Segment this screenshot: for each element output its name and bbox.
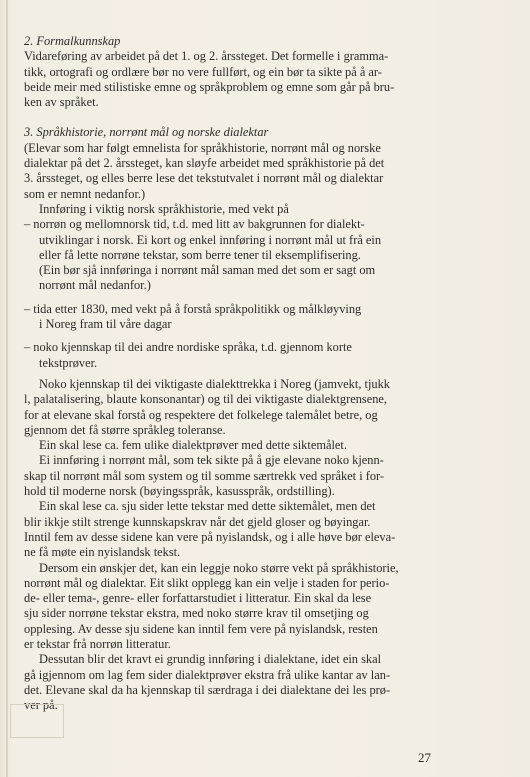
text-line: Ein skal lese ca. sju sider lette tekstar med dette siktemålet, men det <box>39 499 376 514</box>
bullet-nordiske-sprak <box>24 340 494 371</box>
page-number: 27 <box>418 750 431 765</box>
text-line: sju sider norrøne tekstar ekstra, med noko større krav til omsetjing og <box>24 606 369 621</box>
section-3-heading: 3. Språkhistorie, norrønt mål og norske dialektar <box>24 125 269 140</box>
paragraph-dersom <box>24 561 494 653</box>
text-line: eller få lette norrøne tekstar, som berre tener til eksemplifisering. <box>39 247 361 262</box>
text-line: dialektar på det 2. årssteget, kan sløyfe arbeidet med språkhistorie på det <box>24 156 385 171</box>
text-line: opplesing. Av desse sju sidene kan inntil fem vere på nyislandsk, resten <box>24 621 378 636</box>
text-line: norrønt mål og dialektar. Eit slikt opplegg kan ein velje i staden for perio- <box>24 575 390 590</box>
text-line: – tida etter 1830, med vekt på å forstå språkpolitikk og målkløyving <box>24 301 362 316</box>
text-line: ken av språket. <box>24 95 99 110</box>
section-2-heading: 2. Formalkunnskap <box>24 34 121 48</box>
text-line: ver på. <box>24 698 58 713</box>
text-line: tikk, ortografi og ordlære bør no vere fullført, og ein bør ta sikte på å ar- <box>24 64 382 79</box>
text-line: hold til moderne norsk (bøyingsspråk, kasusspråk, ordstilling). <box>24 484 335 499</box>
paragraph-lese: Ein skal lese ca. fem ulike dialektprøver med dette siktemålet. <box>39 438 347 453</box>
text-line: er tekstar frå norrøn litteratur. <box>24 636 171 651</box>
text-line: l, palatalisering, blaute konsonantar) og til dei viktigaste dialektgrensene, <box>24 392 388 407</box>
text-line: Noko kjennskap til dei viktigaste dialekttrekka i Noreg (jamvekt, tjukk <box>39 376 390 391</box>
text-line: blir ikkje stilt strenge kunnskapskrav når det gjeld gloser og bøyingar. <box>24 514 371 529</box>
paragraph-sju-sider <box>24 499 494 560</box>
page-content <box>24 34 494 713</box>
paragraph-innforing: Innføring i viktig norsk språkhistorie, med vekt på <box>39 201 289 216</box>
paragraph-dialekt <box>24 377 494 438</box>
corner-mark <box>10 704 64 738</box>
text-line: som er nemnt nedanfor.) <box>24 186 146 201</box>
text-line: ne få møte ein nyislandsk tekst. <box>24 545 181 560</box>
text-line: for at elevane skal forstå og respektere det folkelege talemålet betre, og <box>24 407 378 422</box>
section-2-body <box>24 49 494 110</box>
text-line: – noko kjennskap til dei andre nordiske språka, t.d. gjennom korte <box>24 340 352 355</box>
text-line: Vidareføring av arbeidet på det 1. og 2. årssteget. Det formelle i gramma- <box>24 49 389 64</box>
bullet-tida-etter-1830 <box>24 302 494 333</box>
text-line: 3. årssteget, og elles berre lese det tekstutvalet i norrønt mål og dialektar <box>24 171 384 186</box>
text-line: det. Elevane skal da ha kjennskap til særdraga i dei dialektane dei les prø- <box>24 682 391 697</box>
bullet-norron-tid <box>24 217 494 293</box>
text-line: (Ein bør sjå innføringa i norrønt mål saman med det som er sagt om <box>39 263 376 278</box>
text-line: Ei innføring i norrønt mål, som tek sikte på å gje elevane noko kjenn- <box>39 453 384 468</box>
text-line: tekstprøver. <box>39 355 98 370</box>
text-line: Dersom ein ønskjer det, kan ein leggje noko større vekt på språkhistorie, <box>39 560 399 575</box>
text-line: Dessutan blir det kravt ei grundig innføring i dialektane, idet ein skal <box>39 652 382 667</box>
text-line: utviklingar i norsk. Ei kort og enkel innføring i norrønt mål ut frå ein <box>39 232 382 247</box>
text-line: beide meir med stilistiske emne og språkproblem og emne som går på bru- <box>24 79 395 94</box>
text-line: (Elevar som har følgt emnelista for språkhistorie, norrønt mål og norske <box>24 140 381 155</box>
text-line: i Noreg fram til våre dagar <box>39 317 172 332</box>
text-line: gå igjennom om lag fem sider dialektprøver ekstra frå ulike kantar av lan- <box>24 667 391 682</box>
text-line: gjennom det få større språkleg toleranse. <box>24 422 226 437</box>
section-3-intro <box>24 141 494 202</box>
text-line: Inntil fem av desse sidene kan vere på nyislandsk, og i alle høve bør eleva- <box>24 529 396 544</box>
text-line: – norrøn og mellomnorsk tid, t.d. med litt av bakgrunnen for dialekt- <box>24 217 365 232</box>
text-line: norrønt mål nedanfor.) <box>39 278 151 293</box>
paragraph-norront <box>24 453 494 499</box>
text-line: skap til norrønt mål som system og til somme særtrekk ved språket i for- <box>24 468 385 483</box>
binding-edge <box>6 0 8 777</box>
text-line: de- eller tema-, genre- eller forfattarstudiet i litteratur. Ein skal da lese <box>24 591 372 606</box>
paragraph-dessutan <box>24 652 494 713</box>
